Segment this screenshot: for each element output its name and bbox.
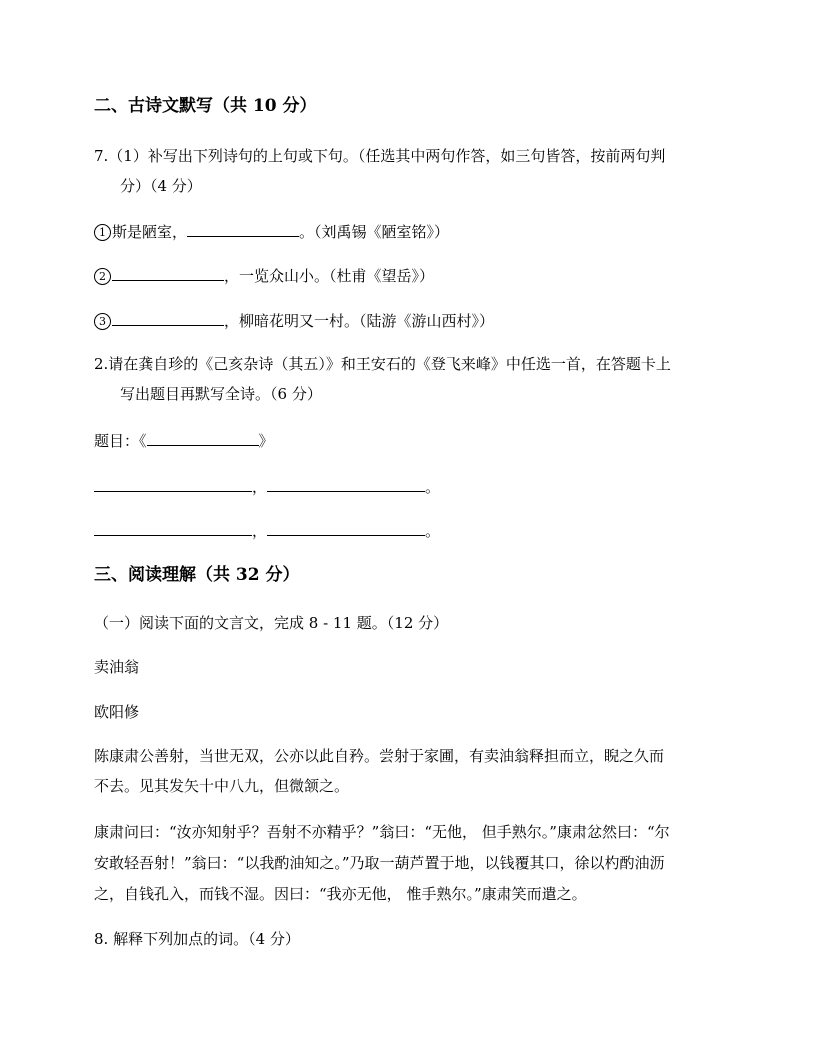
poem-period: 。	[425, 522, 441, 540]
poem-blank-1b[interactable]	[267, 476, 425, 492]
poem-blank-2a[interactable]	[94, 520, 252, 536]
poem-comma: ，	[252, 478, 268, 496]
answer-blank-2[interactable]	[112, 265, 224, 281]
passage-title: 卖油翁	[94, 658, 140, 676]
passage-p1-line-1: 陈康肃公善射，当世无双，公亦以此自矜。尝射于家圃，有卖油翁释担而立，睨之久而	[94, 747, 665, 765]
section-2-heading: 二、古诗文默写（共 10 分）	[94, 96, 317, 116]
fill-item-1-before: 斯是陋室，	[112, 223, 188, 241]
question-7-part-2-line-1: 2.请在龚自珍的《己亥杂诗（其五）》和王安石的《登飞来峰》中任选一首，在答题卡上	[94, 355, 671, 373]
passage-p2-line-2: 安敢轻吾射！”翁曰：“以我酌油知之。”乃取一葫芦置于地，以钱覆其口，徐以杓酌油沥	[94, 854, 665, 872]
question-7-intro-line-1: 7.（1）补写出下列诗句的上句或下句。（任选其中两句作答，如三句皆答，按前两句判	[94, 147, 666, 165]
poem-title-blank[interactable]	[147, 430, 259, 446]
passage-p2-line-3: 之，自钱孔入，而钱不湿。因曰：“我亦无他， 惟手熟尔。”康肃笑而遣之。	[94, 885, 587, 903]
poem-comma: ，	[252, 522, 268, 540]
poem-line-1	[94, 476, 440, 497]
circled-number-1: 1	[94, 224, 111, 241]
poem-title-suffix: 》	[258, 432, 274, 450]
answer-blank-3[interactable]	[112, 310, 224, 326]
poem-title-line	[94, 430, 274, 451]
passage-author: 欧阳修	[94, 703, 140, 721]
section-3-heading: 三、阅读理解（共 32 分）	[94, 565, 300, 585]
poem-title-prefix: 题目：《	[94, 432, 147, 450]
passage-p1-line-2: 不去。见其发矢十中八九，但微颔之。	[94, 777, 350, 795]
circled-number-2: 2	[94, 268, 111, 285]
fill-item-3-after: ，柳暗花明又一村。（陆游《游山西村》）	[224, 312, 495, 330]
poem-line-2	[94, 520, 440, 541]
fill-item-2-after: ，一览众山小。（杜甫《望岳》）	[224, 267, 435, 285]
passage-p2-line-1: 康肃问曰：“汝亦知射乎？吾射不亦精乎？”翁曰：“无他， 但手熟尔。”康肃忿然曰：“尔	[94, 823, 670, 841]
answer-blank-1[interactable]	[187, 221, 299, 237]
fill-item-3	[94, 310, 494, 331]
poem-blank-2b[interactable]	[267, 520, 425, 536]
question-8: 8. 解释下列加点的词。（4 分）	[94, 930, 300, 948]
fill-item-1	[94, 221, 449, 242]
poem-period: 。	[425, 478, 441, 496]
question-7-part-2-line-2: 写出题目再默写全诗。（6 分）	[120, 385, 322, 403]
circled-number-3: 3	[94, 313, 111, 330]
question-7-intro-line-2: 分）（4 分）	[120, 177, 202, 195]
fill-item-1-after: 。（刘禹锡《陋室铭》）	[299, 223, 450, 241]
fill-item-2	[94, 265, 434, 286]
poem-blank-1a[interactable]	[94, 476, 252, 492]
reading-intro: （一）阅读下面的文言文，完成 8 - 11 题。（12 分）	[94, 614, 449, 632]
